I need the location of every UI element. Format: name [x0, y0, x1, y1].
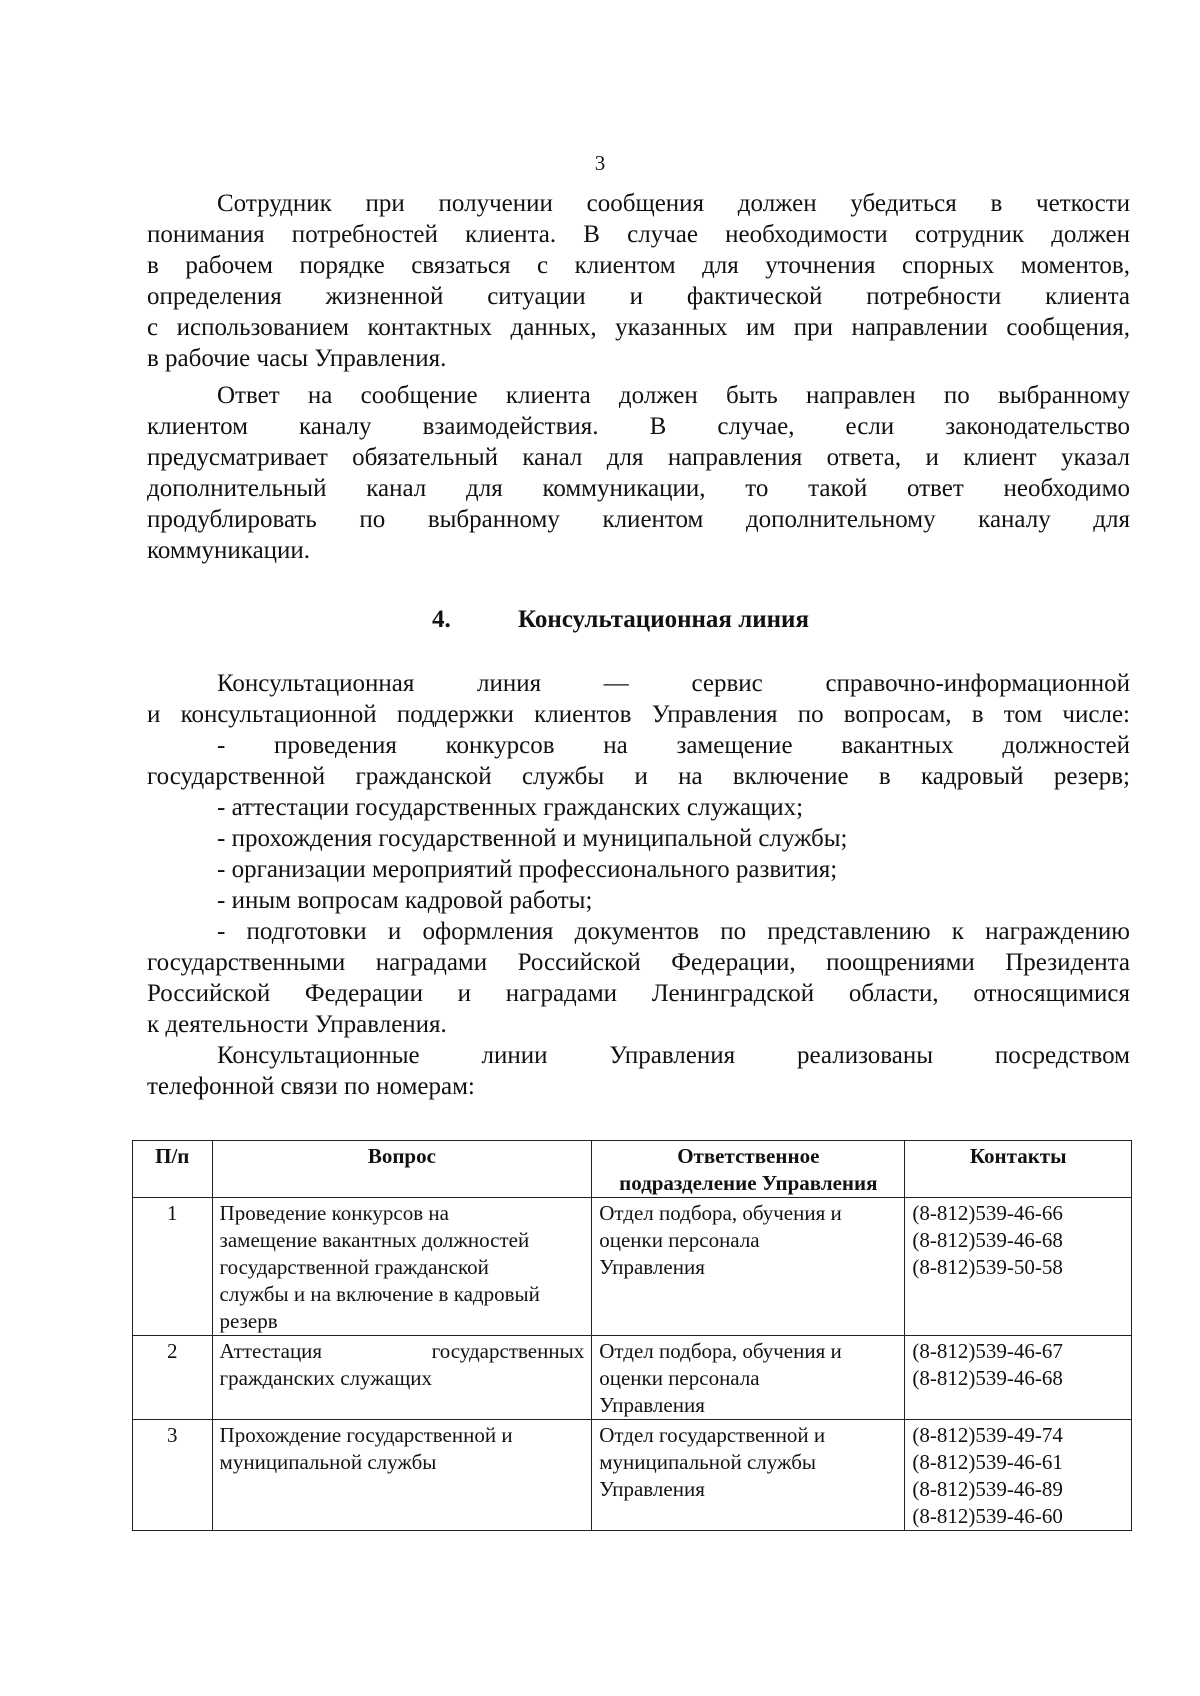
text-line: государственными наградами Российской Федерации, поощрениями Президента [147, 949, 1130, 976]
phone-number: (8-812)539-50-58 [912, 1255, 1063, 1279]
text-line: с использованием контактных данных, указанных им при направлении сообщения, [147, 314, 1130, 341]
page-number: 3 [594, 151, 606, 175]
cell-line: гражданских служащих [219, 1366, 433, 1390]
text-line: понимания потребностей клиента. В случае необходимости сотрудник должен [147, 221, 1130, 248]
text-line: предусматривает обязательный канал для направления ответа, и клиент указал [147, 444, 1130, 471]
cell-line: Отдел государственной и [599, 1423, 826, 1447]
list-item: - аттестации государственных гражданских служащих; [217, 794, 804, 821]
list-item: - иным вопросам кадровой работы; [217, 887, 593, 914]
cell-line: Прохождение государственной и [219, 1423, 513, 1447]
row-department [592, 1198, 905, 1336]
section-number: 4. [432, 606, 451, 633]
text-line: продублировать по выбранному клиентом дополнительному каналу для [147, 506, 1130, 533]
list-item: - проведения конкурсов на замещение вакантных должностей [217, 732, 1130, 759]
text-line: коммуникации. [147, 537, 311, 564]
text-line: в рабочем порядке связаться с клиентом для уточнения спорных моментов, [147, 252, 1130, 279]
contacts-table [132, 1140, 1132, 1531]
section-title: Консультационная линия [518, 606, 809, 633]
row-department [592, 1420, 905, 1531]
text-line: Консультационная линия — сервис справочно-информационной [217, 670, 1130, 697]
paragraph-phone-lines [147, 1040, 1130, 1102]
table-row [133, 1420, 1132, 1531]
text-line: в рабочие часы Управления. [147, 345, 447, 372]
table-row [133, 1198, 1132, 1336]
cell-line: Отдел подбора, обучения и [599, 1339, 842, 1363]
cell-line: резерв [219, 1309, 278, 1333]
row-num: 3 [133, 1420, 213, 1531]
table-header-row [133, 1141, 1132, 1198]
header-department-line: подразделение Управления [619, 1171, 878, 1195]
paragraph-client-understanding [147, 188, 1130, 374]
table-row [133, 1336, 1132, 1420]
cell-line: муниципальной службы [599, 1450, 817, 1474]
phone-number: (8-812)539-46-67 [912, 1339, 1063, 1363]
text-line: дополнительный канал для коммуникации, то такой ответ необходимо [147, 475, 1130, 502]
header-question: Вопрос [212, 1141, 592, 1198]
text-line: определения жизненной ситуации и фактической потребности клиента [147, 283, 1130, 310]
list-item: - организации мероприятий профессионального развития; [217, 856, 838, 883]
list-item: - подготовки и оформления документов по представлению к награждению [217, 918, 1130, 945]
row-num: 1 [133, 1198, 213, 1336]
cell-line: оценки персонала [599, 1228, 760, 1252]
cell-line: оценки персонала [599, 1366, 760, 1390]
text-line: и консультационной поддержки клиентов Управления по вопросам, в том числе: [147, 701, 1130, 728]
phone-number: (8-812)539-46-66 [912, 1201, 1063, 1225]
row-question [212, 1420, 592, 1531]
text-line: Ответ на сообщение клиента должен быть направлен по выбранному [217, 382, 1130, 409]
paragraph-response-channel [147, 380, 1130, 566]
row-department [592, 1336, 905, 1420]
phone-number: (8-812)539-46-68 [912, 1228, 1063, 1252]
phone-number: (8-812)539-46-60 [912, 1504, 1063, 1528]
header-num: П/п [133, 1141, 213, 1198]
header-contacts: Контакты [905, 1141, 1132, 1198]
cell-line: Управления [599, 1393, 705, 1417]
phone-number: (8-812)539-46-89 [912, 1477, 1063, 1501]
cell-line: Отдел подбора, обучения и [599, 1201, 842, 1225]
header-department-line: Ответственное [677, 1144, 820, 1168]
phone-number: (8-812)539-49-74 [912, 1423, 1063, 1447]
row-contacts [905, 1198, 1132, 1336]
text-line: Российской Федерации и наградами Ленинградской области, относящимися [147, 980, 1130, 1007]
phone-number: (8-812)539-46-68 [912, 1366, 1063, 1390]
phone-number: (8-812)539-46-61 [912, 1450, 1063, 1474]
text-line: к деятельности Управления. [147, 1011, 447, 1038]
row-contacts [905, 1336, 1132, 1420]
text-line: телефонной связи по номерам: [147, 1073, 475, 1100]
row-question [212, 1336, 592, 1420]
text-line: Консультационные линии Управления реализованы посредством [217, 1042, 1130, 1069]
paragraph-consultation-line [147, 668, 1130, 1040]
cell-line: замещение вакантных должностей [219, 1228, 530, 1252]
header-department [592, 1141, 905, 1198]
cell-line: Управления [599, 1477, 705, 1501]
cell-line: Аттестация государственных [219, 1339, 585, 1363]
cell-line: муниципальной службы [219, 1450, 437, 1474]
row-contacts [905, 1420, 1132, 1531]
text-line: государственной гражданской службы и на включение в кадровый резерв; [147, 763, 1130, 790]
cell-line: государственной гражданской [219, 1255, 489, 1279]
row-num: 2 [133, 1336, 213, 1420]
cell-line: Проведение конкурсов на [219, 1201, 449, 1225]
cell-line: Управления [599, 1255, 705, 1279]
text-line: Сотрудник при получении сообщения должен убедиться в четкости [217, 190, 1130, 217]
row-question [212, 1198, 592, 1336]
cell-line: службы и на включение в кадровый [219, 1282, 540, 1306]
list-item: - прохождения государственной и муниципальной службы; [217, 825, 848, 852]
text-line: клиентом каналу взаимодействия. В случае, если законодательство [147, 413, 1130, 440]
